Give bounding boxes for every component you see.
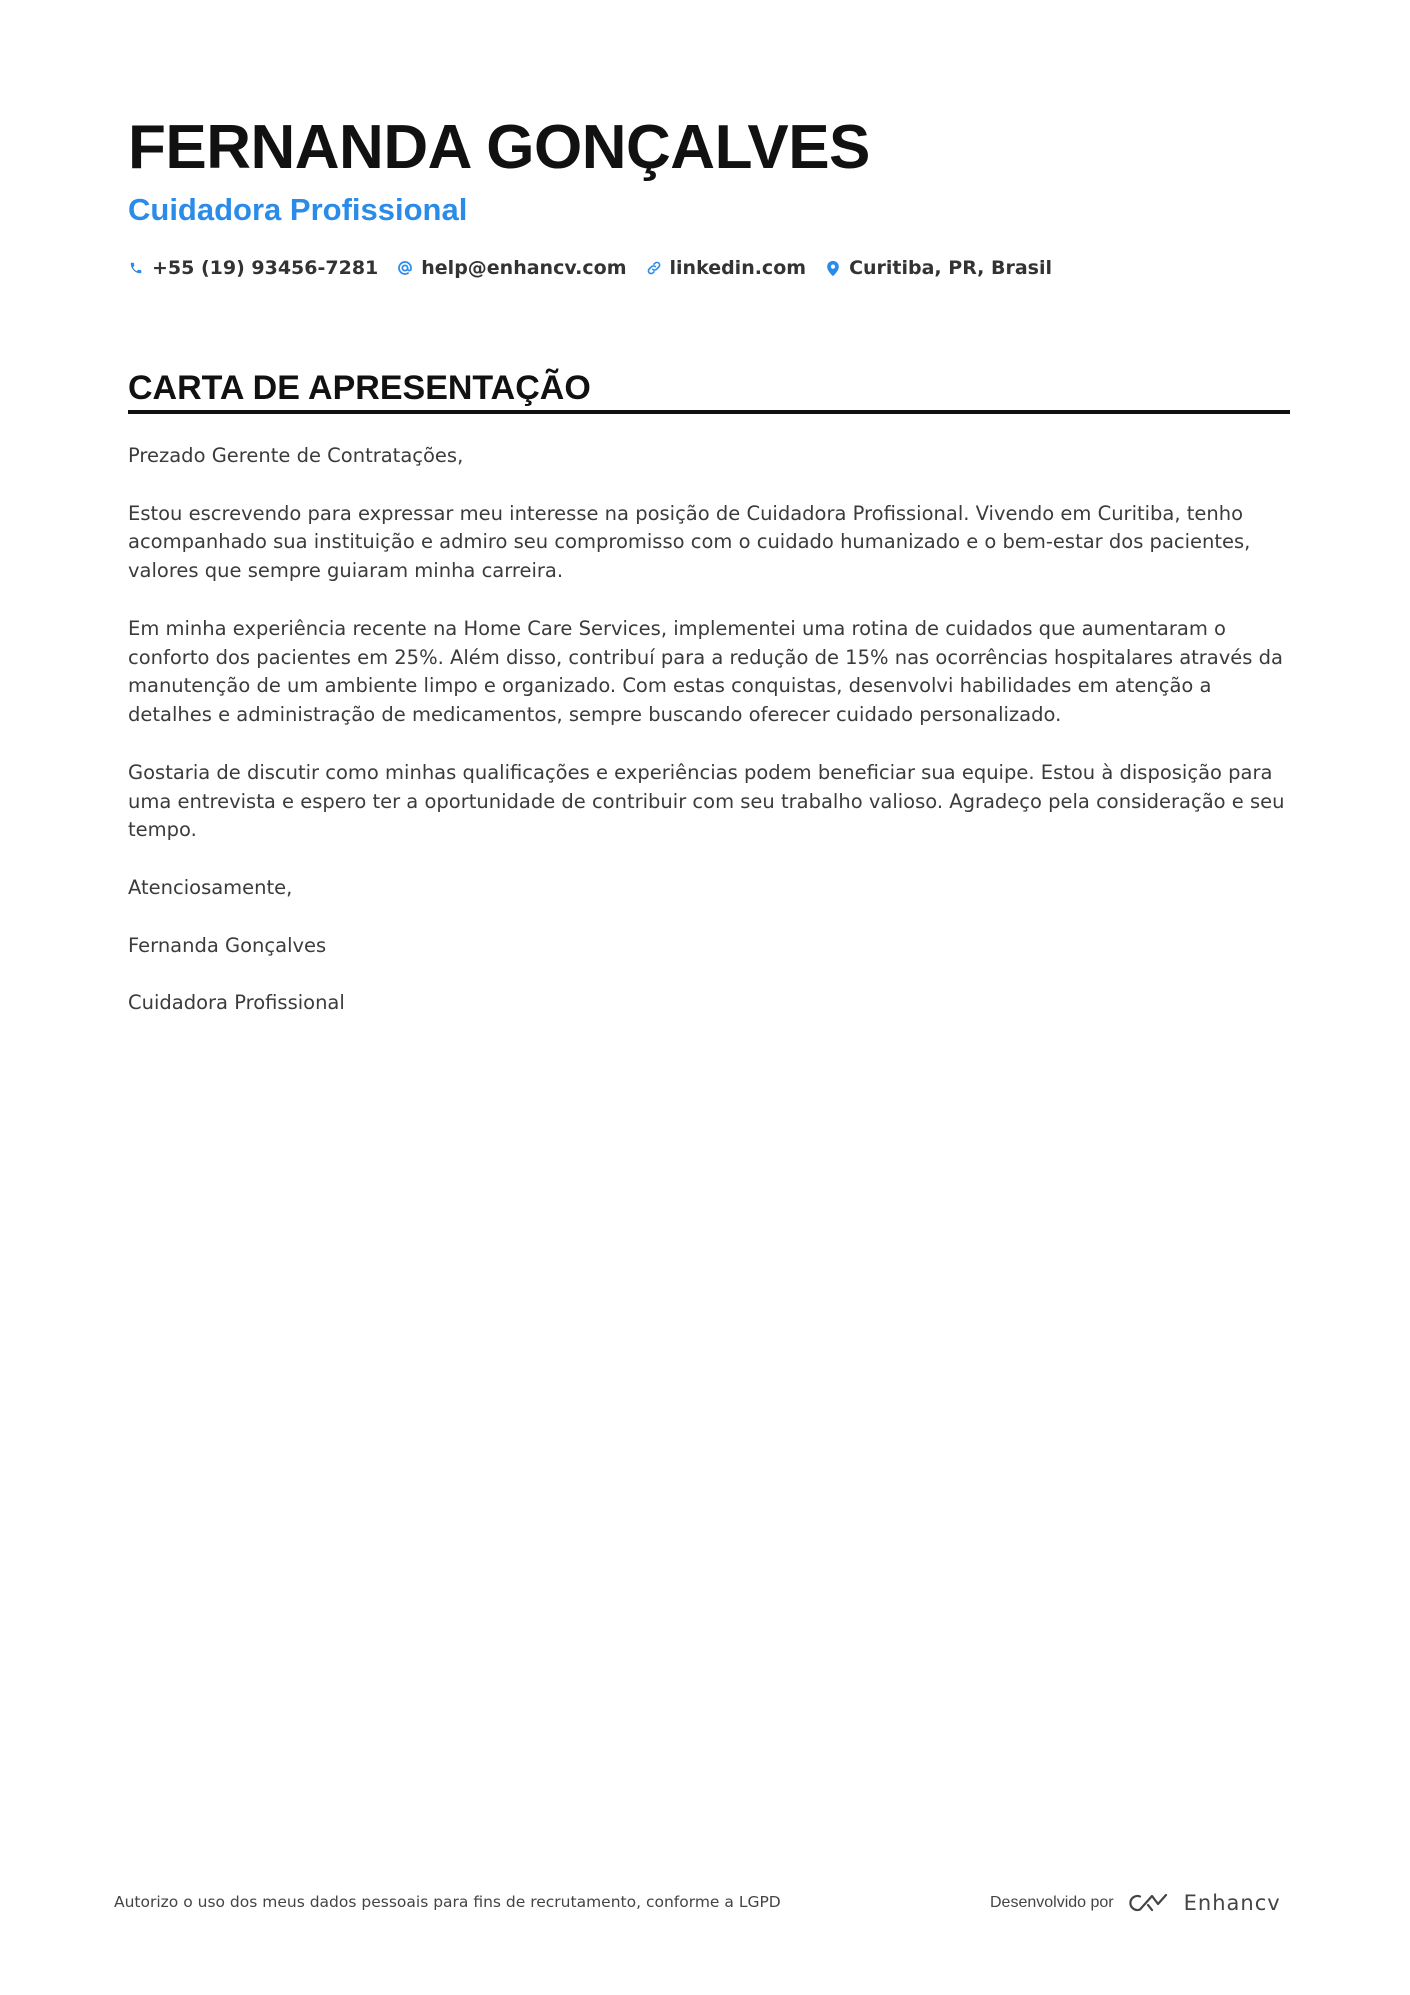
enhancv-brand-name: Enhancv (1183, 1891, 1281, 1915)
contact-email[interactable] (397, 257, 626, 279)
section-title: CARTA DE APRESENTAÇÃO (128, 369, 591, 407)
contact-phone[interactable] (128, 257, 378, 279)
letter-paragraph: Em minha experiência recente na Home Care Services, implementei uma rotina de cuidados que aumentaram o conforto dos pacientes em 25%. Além disso, contribuí para a redução de 15% nas ocorrências hospitalares através da manutenção de um ambiente limpo e organizado. Com estas conquistas, desenvolvi habilidades em atenção a detalhes e administração de medicamentos, sempre buscando oferecer cuidado personalizado. (128, 616, 1283, 727)
signature-title: Cuidadora Profissional (128, 991, 345, 1015)
contact-linkedin[interactable] (646, 257, 807, 279)
phone-icon (128, 259, 144, 277)
contact-email-text: help@enhancv.com (421, 257, 627, 279)
letter-body (128, 442, 1290, 1047)
candidate-role: Cuidadora Profissional (128, 192, 468, 227)
powered-by[interactable] (990, 1888, 1281, 1918)
contact-location-text: Curitiba, PR, Brasil (849, 257, 1053, 279)
contact-linkedin-text: linkedin.com (669, 257, 807, 279)
powered-by-label: Desenvolvido por (990, 1894, 1114, 1911)
letter-paragraph: Gostaria de discutir como minhas qualificações e experiências podem beneficiar sua equipe. Estou à disposição para uma entrevista e espero ter a oportunidade de contribuir com seu trabalho valioso. Agradeço pela consideração e seu tempo. (128, 760, 1285, 842)
contact-bar (128, 254, 1071, 282)
at-icon (397, 259, 413, 277)
location-pin-icon (825, 259, 841, 277)
contact-phone-text: +55 (19) 93456-7281 (152, 257, 379, 279)
consent-note: Autorizo o uso dos meus dados pessoais para fins de recrutamento, conforme a LGPD (114, 1893, 781, 1911)
link-icon (646, 259, 662, 277)
letter-greeting: Prezado Gerente de Contratações, (128, 444, 464, 467)
section-divider (128, 410, 1290, 414)
contact-location (825, 257, 1052, 279)
letter-closing: Atenciosamente, (128, 875, 293, 899)
candidate-name: FERNANDA GONÇALVES (128, 113, 870, 182)
letter-paragraph: Estou escrevendo para expressar meu interesse na posição de Cuidadora Profissional. Vivendo em Curitiba, tenho acompanhado sua instituição e admiro seu compromisso com o cuidado humanizado e o bem-estar dos pacientes, valores que sempre guiaram minha carreira. (128, 501, 1251, 583)
signature-name: Fernanda Gonçalves (128, 933, 327, 957)
enhancv-logo-icon (1126, 1891, 1172, 1915)
